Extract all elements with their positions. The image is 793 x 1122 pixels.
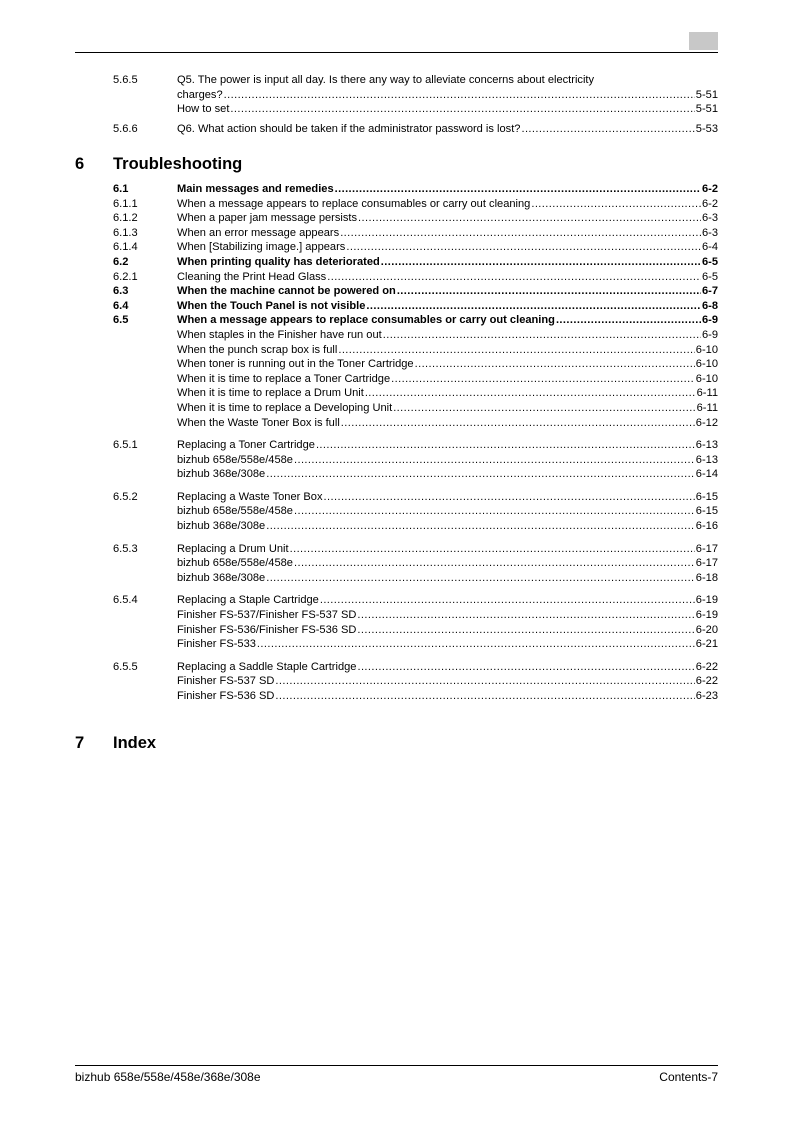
toc-page-number: 6-16 [695,520,718,533]
toc-link-text: bizhub 368e/308e [177,468,266,481]
toc-page-number: 6-10 [695,372,718,385]
toc-link-text: When the machine cannot be powered on [177,285,396,298]
toc-link-text: Replacing a Drum Unit [177,542,289,555]
toc-link[interactable] [177,372,718,387]
dot-leader [365,386,696,401]
toc-entry-number: 6.1.1 [113,197,138,210]
toc-link[interactable] [177,211,718,226]
toc-link[interactable] [177,299,718,314]
dot-leader [230,102,694,117]
dot-leader [257,637,695,652]
toc-link[interactable] [177,490,718,505]
toc-page-number: 6-17 [695,557,718,570]
toc-page-number: 6-18 [695,571,718,584]
footer-model: bizhub 658e/558e/458e/368e/308e [75,1070,261,1084]
toc-page-number: 5-51 [695,88,718,101]
dot-leader [383,328,701,343]
toc-page-number: 5-53 [695,122,718,135]
dot-leader [391,372,695,387]
dot-leader [275,689,694,704]
toc-link[interactable] [177,674,718,689]
toc-page-number: 6-3 [701,226,718,239]
toc-entry-number: 6.1.4 [113,241,138,254]
footer-rule [75,1065,718,1066]
toc-link[interactable] [177,689,718,704]
toc-entry-number: 6.5 [113,314,129,327]
dot-leader [340,226,701,241]
toc-entry [75,490,718,534]
toc-entry [75,542,718,586]
dot-leader [556,313,701,328]
dot-leader [275,674,694,689]
toc-entry-number: 5.6.5 [113,74,138,86]
dot-leader [531,197,701,212]
toc-link-text: When [Stabilizing image.] appears [177,241,346,254]
dot-leader [357,608,694,623]
toc-page-number: 6-22 [695,660,718,673]
dot-leader [521,122,694,137]
toc-entry-number: 6.1 [113,183,129,195]
toc-link[interactable] [177,637,718,652]
dot-leader [316,438,695,453]
toc-entry-number: 6.5.3 [113,542,138,555]
dot-leader [327,270,701,285]
toc-link[interactable] [177,519,718,534]
toc-page-number: 6-12 [695,416,718,429]
toc-link[interactable] [177,270,718,285]
dot-leader [294,453,695,468]
header-rule [75,52,718,53]
toc-entry-number: 5.6.6 [113,122,138,135]
toc-link[interactable] [177,328,718,343]
toc-entry-number: 6.2.1 [113,270,138,283]
toc-link-text: Replacing a Toner Cartridge [177,439,315,452]
toc-link[interactable] [177,386,718,401]
toc-entry [75,438,718,482]
toc-link-text: When the Waste Toner Box is full [177,416,340,429]
toc-link[interactable] [177,226,718,241]
toc-entry-number: 6.4 [113,299,129,312]
toc-page-number: 6-14 [695,468,718,481]
toc-link[interactable] [177,401,718,416]
dot-leader [381,255,701,270]
toc-page-number: 6-4 [701,241,718,254]
toc-entry [75,122,718,137]
toc-link-text: bizhub 368e/308e [177,571,266,584]
toc-link[interactable] [177,73,718,88]
toc-link-text: Finisher FS-536/Finisher FS-536 SD [177,623,357,636]
toc-entry-number: 6.5.5 [113,660,138,673]
dot-leader [341,416,695,431]
toc-entry [75,197,718,212]
toc-link-text: bizhub 658e/558e/458e [177,557,293,570]
toc-link[interactable] [177,255,718,270]
toc-page-number: 6-3 [701,212,718,225]
dot-leader [290,542,695,557]
toc-entry [75,270,718,285]
toc-page-number: 6-8 [701,299,718,312]
toc-entry-number: 6.2 [113,255,129,268]
toc-link-text: How to set [177,103,230,116]
toc-link-text: Main messages and remedies [177,183,334,195]
dot-leader [393,401,695,416]
toc-chapter-6 [75,182,718,704]
toc-link-text: Finisher FS-536 SD [177,690,275,702]
toc-link-text: Finisher FS-537 SD [177,675,275,688]
dot-leader [266,519,695,534]
toc-link[interactable] [177,182,718,197]
toc-page-number: 6-2 [701,183,718,195]
toc-link[interactable] [177,197,718,212]
toc-page-number: 6-17 [695,542,718,555]
toc-link[interactable] [177,571,718,586]
dot-leader [335,182,701,197]
toc-page-number: 6-9 [701,328,718,341]
toc-link-text: When a paper jam message persists [177,212,358,225]
toc-link-text: When printing quality has deteriorated [177,255,380,268]
toc-link[interactable] [177,593,718,608]
toc-link-text: Q5. The power is input all day. Is there any way to alleviate concerns about electricity [177,74,595,86]
dot-leader [266,467,695,482]
dot-leader [366,299,701,314]
toc-link[interactable] [177,542,718,557]
toc-link[interactable] [177,284,718,299]
toc-entry [75,73,718,117]
toc-link-text: When a message appears to replace consumables or carry out cleaning [177,314,555,327]
header-marker [689,32,718,50]
toc-link-text: When staples in the Finisher have run out [177,328,382,341]
dot-leader [324,490,695,505]
toc-link[interactable] [177,122,718,137]
toc-link-text: When a message appears to replace consumables or carry out cleaning [177,197,531,210]
toc-link-text: When an error message appears [177,226,340,239]
toc-entry [75,240,718,255]
toc-link-text: Replacing a Waste Toner Box [177,490,323,503]
toc-entry-number: 6.5.1 [113,439,138,452]
toc-entry [75,660,718,704]
toc-link[interactable] [177,556,718,571]
toc-entry [75,182,718,197]
toc-link-text: Replacing a Saddle Staple Cartridge [177,660,357,673]
toc-link[interactable] [177,467,718,482]
toc-page-number: 6-11 [696,387,718,400]
toc-link-text: Finisher FS-537/Finisher FS-537 SD [177,609,357,622]
toc-page-number: 6-21 [695,638,718,651]
dot-leader [266,571,695,586]
toc-link[interactable] [177,623,718,638]
toc-page-number: 5-51 [695,103,718,116]
toc-link-text: Finisher FS-533 [177,638,256,651]
toc-link[interactable] [177,660,718,675]
toc-entry [75,255,718,270]
toc-page-number: 6-2 [701,197,718,210]
toc-page-number: 6-10 [695,343,718,356]
toc-page-number: 6-22 [695,675,718,688]
chapter-number: 7 [75,734,85,752]
toc-link[interactable] [177,88,718,103]
toc-link-text: bizhub 658e/558e/458e [177,453,293,466]
toc-link[interactable] [177,357,718,372]
toc-link[interactable] [177,416,718,431]
toc-link[interactable] [177,608,718,623]
toc-link[interactable] [177,102,718,117]
toc-link-text: When the Touch Panel is not visible [177,299,366,312]
toc-link-text: Q6. What action should be taken if the administrator password is lost? [177,122,521,135]
dot-leader [358,211,701,226]
toc-link-text: When it is time to replace a Developing Unit [177,401,393,414]
toc-page-number: 6-20 [695,623,718,636]
toc-entry [75,593,718,651]
toc-link[interactable] [177,343,718,358]
toc-entry [75,211,718,226]
toc-section-5-6 [75,73,718,136]
toc-page-number: 6-9 [701,314,718,327]
dot-leader [224,88,695,103]
dot-leader [357,623,694,638]
chapter-number: 6 [75,155,85,173]
toc-entry-number: 6.3 [113,285,129,298]
toc-entry [75,284,718,299]
toc-link-text: bizhub 368e/308e [177,520,266,533]
toc-entry-number: 6.5.4 [113,594,138,607]
toc-page-number: 6-19 [695,609,718,622]
toc-page-number: 6-11 [696,401,718,414]
toc-page-number: 6-13 [695,453,718,466]
toc-page-number: 6-15 [695,505,718,518]
footer-page-number: Contents-7 [659,1070,718,1084]
toc-entry [75,299,718,314]
dot-leader [320,593,695,608]
toc-page-number: 6-5 [701,255,718,268]
dot-leader [346,240,701,255]
dot-leader [294,556,695,571]
dot-leader [357,660,694,675]
toc-link[interactable] [177,438,718,453]
chapter-title: Troubleshooting [113,155,243,173]
chapter-title: Index [113,734,157,752]
toc-link-text: Replacing a Staple Cartridge [177,594,319,607]
toc-link-text: charges? [177,88,223,101]
dot-leader [415,357,695,372]
toc-link-text: When toner is running out in the Toner Cartridge [177,358,414,371]
toc-link-text: When it is time to replace a Toner Cartridge [177,372,391,385]
dot-leader [338,343,694,358]
toc-entry [75,226,718,241]
toc-link[interactable] [177,504,718,519]
toc-link[interactable] [177,313,718,328]
toc-link[interactable] [177,453,718,468]
toc-page-number: 6-23 [695,690,718,702]
toc-link-text: Cleaning the Print Head Glass [177,270,327,283]
toc-entry-number: 6.1.3 [113,226,138,239]
toc-page-number: 6-7 [701,285,718,298]
dot-leader [294,504,695,519]
toc-page-number: 6-15 [695,490,718,503]
toc-link-text: bizhub 658e/558e/458e [177,505,293,518]
dot-leader [397,284,701,299]
toc-link[interactable] [177,240,718,255]
toc-page-number: 6-5 [701,270,718,283]
toc-page-number: 6-10 [695,358,718,371]
toc-link-text: When it is time to replace a Drum Unit [177,387,364,400]
toc-entry-number: 6.1.2 [113,212,138,225]
toc-link-text: When the punch scrap box is full [177,343,338,356]
toc-entry-number: 6.5.2 [113,490,138,503]
toc-page-number: 6-19 [695,594,718,607]
toc-page-number: 6-13 [695,439,718,452]
toc-entry [75,313,718,430]
